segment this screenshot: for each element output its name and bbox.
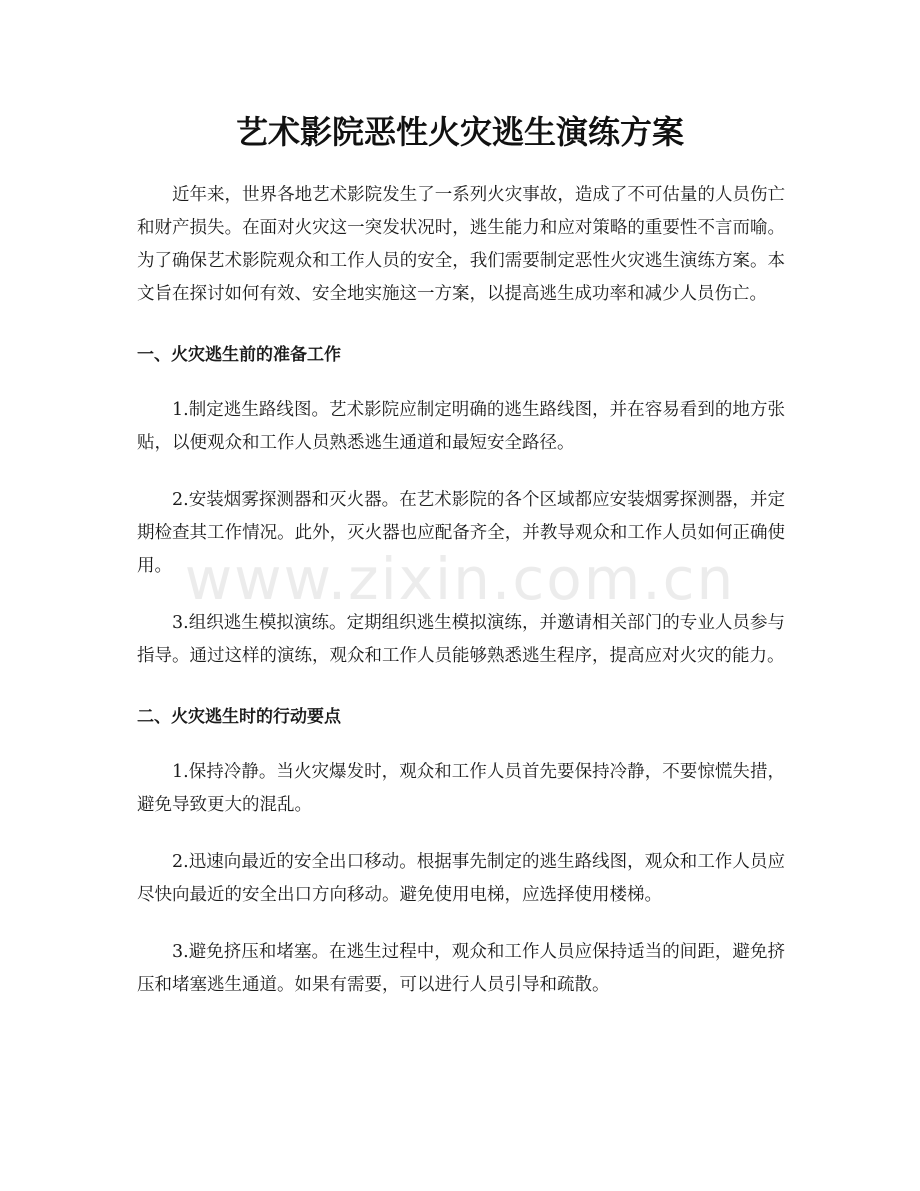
section-heading: 一、火灾逃生前的准备工作 [137, 345, 341, 365]
section-preparation [137, 339, 785, 673]
page-title: 艺术影院恶性火灾逃生演练方案 [235, 113, 684, 151]
watermark-text: www.zixin.com.cn [184, 545, 736, 613]
intro-paragraph: 近年来，世界各地艺术影院发生了一系列火灾事故，造成了不可估量的人员伤亡和财产损失。在面对火灾这一突发状况时，逃生能力和应对策略的重要性不言而喻。为了确保艺术影院观众和工作人员的安全，我们需要制定恶性火灾逃生演练方案。本文旨在探讨如何有效、安全地实施这一方案，以提高逃生成功率和减少人员伤亡。 [137, 185, 785, 304]
section-item: 2.安装烟雾探测器和灭火器。在艺术影院的各个区域都应安装烟雾探测器，并定期检查其工作情况。此外，灭火器也应配备齐全，并教导观众和工作人员如何正确使用。 [137, 490, 785, 576]
section-item: 3.组织逃生模拟演练。定期组织逃生模拟演练，并邀请相关部门的专业人员参与指导。通过这样的演练，观众和工作人员能够熟悉逃生程序，提高应对火灾的能力。 [137, 613, 785, 666]
section-item: 1.制定逃生路线图。艺术影院应制定明确的逃生路线图，并在容易看到的地方张贴，以便观众和工作人员熟悉逃生通道和最短安全路径。 [137, 400, 785, 453]
section-actions [137, 701, 785, 1002]
section-item: 1.保持冷静。当火灾爆发时，观众和工作人员首先要保持冷静，不要惊慌失措，避免导致更大的混乱。 [137, 762, 785, 815]
document-body [137, 179, 785, 1002]
section-heading: 二、火灾逃生时的行动要点 [137, 707, 341, 727]
section-item: 3.避免挤压和堵塞。在逃生过程中，观众和工作人员应保持适当的间距，避免挤压和堵塞逃生通道。如果有需要，可以进行人员引导和疏散。 [137, 942, 785, 995]
section-item: 2.迅速向最近的安全出口移动。根据事先制定的逃生路线图，观众和工作人员应尽快向最近的安全出口方向移动。避免使用电梯，应选择使用楼梯。 [137, 852, 785, 905]
